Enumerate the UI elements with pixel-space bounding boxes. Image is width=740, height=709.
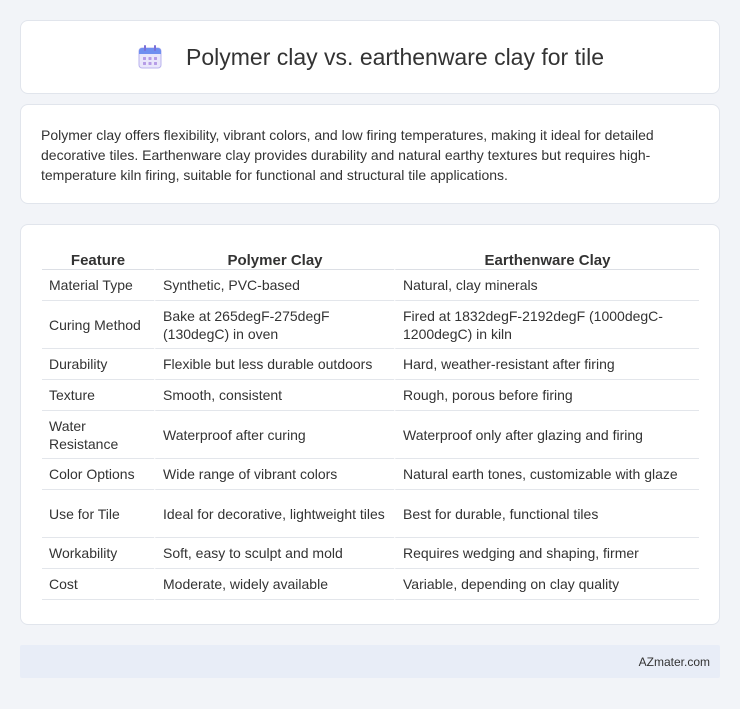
polymer-cell: Wide range of vibrant colors: [154, 459, 394, 490]
polymer-cell: Soft, easy to sculpt and mold: [154, 538, 394, 569]
feature-cell: Texture: [42, 380, 154, 411]
polymer-cell: Waterproof after curing: [154, 411, 394, 459]
polymer-cell: Ideal for decorative, lightweight tiles: [154, 490, 394, 538]
comparison-table: [42, 245, 699, 600]
polymer-cell: Synthetic, PVC-based: [154, 270, 394, 301]
polymer-cell: Smooth, consistent: [154, 380, 394, 411]
feature-cell: Cost: [42, 569, 154, 600]
table-card: [20, 224, 720, 625]
table-row: [42, 301, 699, 349]
feature-cell: Material Type: [42, 270, 154, 301]
table-row: [42, 411, 699, 459]
polymer-cell: Flexible but less durable outdoors: [154, 349, 394, 380]
table-row: [42, 459, 699, 490]
feature-cell: Water Resistance: [42, 411, 154, 459]
table-row: [42, 349, 699, 380]
earthenware-cell: Variable, depending on clay quality: [394, 569, 699, 600]
earthenware-cell: Natural, clay minerals: [394, 270, 699, 301]
earthenware-cell: Hard, weather-resistant after firing: [394, 349, 699, 380]
earthenware-cell: Waterproof only after glazing and firing: [394, 411, 699, 459]
feature-cell: Durability: [42, 349, 154, 380]
table-row: [42, 380, 699, 411]
table-row: [42, 270, 699, 301]
polymer-cell: Bake at 265degF-275degF (130degC) in oven: [154, 301, 394, 349]
footer: [20, 645, 720, 678]
feature-cell: Color Options: [42, 459, 154, 490]
earthenware-cell: Fired at 1832degF-2192degF (1000degC-1200degC) in kiln: [394, 301, 699, 349]
table-row: [42, 538, 699, 569]
table-header-row: [42, 245, 699, 270]
footer-brand: AZmater.com: [638, 654, 710, 669]
title-card: [20, 20, 720, 94]
header-earthenware-clay: Earthenware Clay: [394, 245, 699, 270]
earthenware-cell: Natural earth tones, customizable with glaze: [394, 459, 699, 490]
polymer-cell: Moderate, widely available: [154, 569, 394, 600]
header-feature: Feature: [42, 245, 154, 270]
earthenware-cell: Requires wedging and shaping, firmer: [394, 538, 699, 569]
table-row: [42, 490, 699, 538]
feature-cell: Workability: [42, 538, 154, 569]
intro-text: Polymer clay offers flexibility, vibrant colors, and low firing temperatures, making it ideal for detailed decorative tiles. Earthenware clay provides durability and natural earthy textures but requires high-temperature kiln firing, suitable for functional and structural tile applications.: [41, 127, 654, 183]
earthenware-cell: Best for durable, functional tiles: [394, 490, 699, 538]
calendar-icon: [136, 43, 164, 71]
earthenware-cell: Rough, porous before firing: [394, 380, 699, 411]
feature-cell: Curing Method: [42, 301, 154, 349]
table-row: [42, 569, 699, 600]
page-title: Polymer clay vs. earthenware clay for tile: [186, 43, 604, 70]
header-polymer-clay: Polymer Clay: [154, 245, 394, 270]
intro-card: [20, 104, 720, 204]
feature-cell: Use for Tile: [42, 490, 154, 538]
